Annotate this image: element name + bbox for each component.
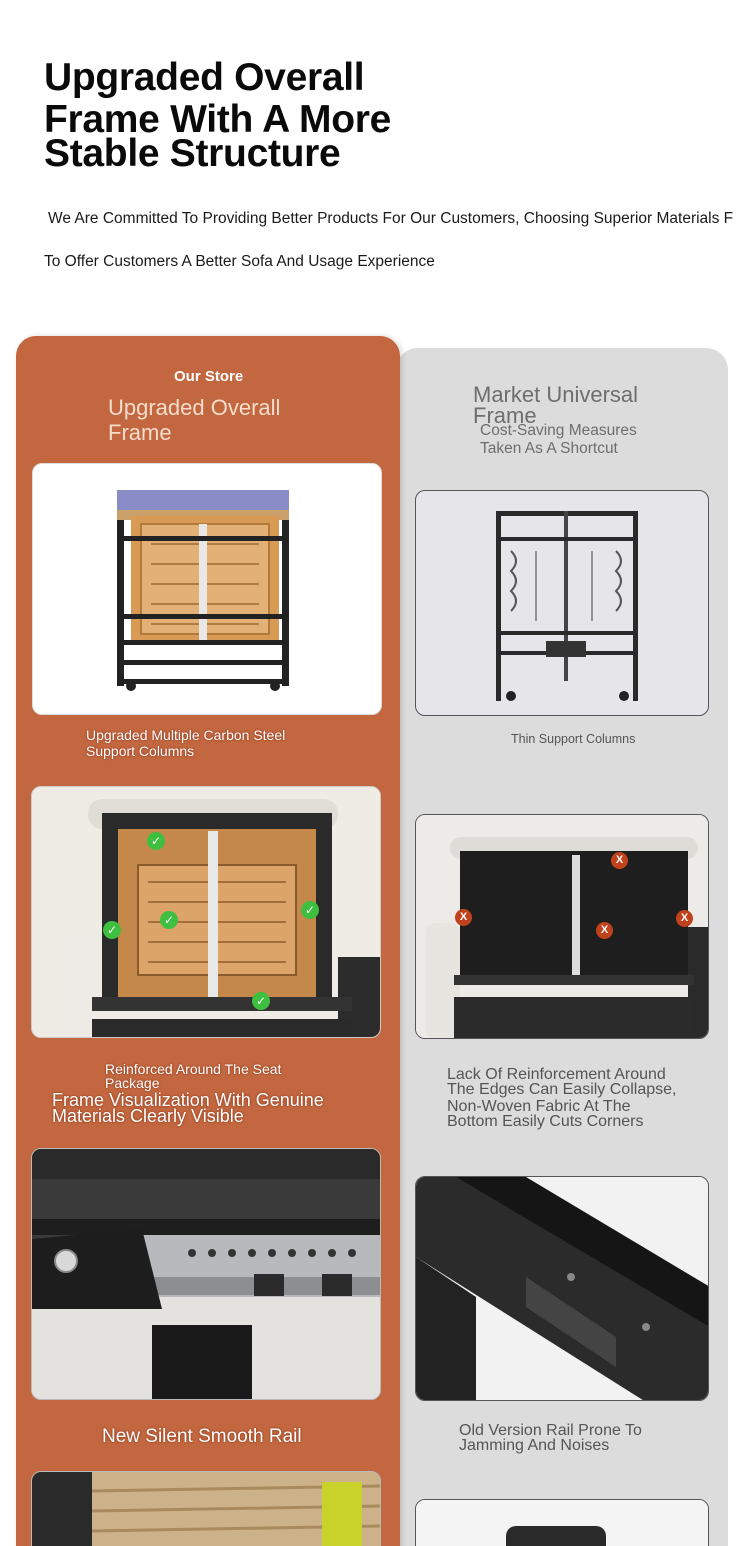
check-icon: ✓: [160, 911, 178, 929]
market-column-subtitle: [480, 422, 680, 458]
caption-line: Upgraded Multiple Carbon Steel: [86, 727, 286, 743]
headline-line: Stable Structure: [44, 132, 341, 175]
subtitle-line: We Are Committed To Providing Better Products For Our Customers, Choosing Superior Materials F: [48, 210, 734, 227]
subtitle-line: Cost-Saving Measures: [480, 422, 637, 439]
store-caption-2b: [52, 1092, 324, 1124]
store-caption-3: New Silent Smooth Rail: [102, 1426, 302, 1447]
subtitle-line: Taken As A Shortcut: [480, 440, 618, 457]
cross-icon: X: [596, 922, 613, 939]
check-icon: ✓: [301, 901, 319, 919]
market-frame-photo: [415, 490, 709, 716]
market-caption-3: [459, 1423, 642, 1453]
caption-line: Materials Clearly Visible: [52, 1106, 244, 1126]
caption-line: Package: [105, 1075, 160, 1091]
store-label: Our Store: [174, 368, 244, 385]
caption-line: Support Columns: [86, 743, 195, 759]
title-line: Frame: [473, 403, 537, 428]
caption-line: Old Version Rail Prone To: [459, 1422, 642, 1439]
title-line: Frame: [108, 420, 172, 445]
store-caption-1: [86, 727, 285, 759]
caption-line: Lack Of Reinforcement Around: [447, 1066, 666, 1083]
caption-line: Reinforced Around The Seat: [105, 1061, 282, 1077]
caption-line: Bottom Easily Cuts Corners: [447, 1113, 644, 1130]
market-bottom-photo: [415, 1499, 709, 1546]
upgraded-frame-photo: [32, 463, 382, 715]
headline-line: Frame With A More: [44, 98, 392, 141]
market-caption-2: [447, 1067, 676, 1129]
check-icon: ✓: [252, 992, 270, 1010]
old-rail-photo: [415, 1176, 709, 1401]
cross-icon: X: [455, 909, 472, 926]
subtitle-line: To Offer Customers A Better Sofa And Usage Experience: [44, 253, 435, 270]
caption-line: Frame Visualization With Genuine: [52, 1090, 324, 1110]
cross-icon: X: [676, 910, 693, 927]
caption-line: The Edges Can Easily Collapse,: [447, 1081, 677, 1098]
page-headline: [44, 58, 484, 173]
store-bottom-photo: [31, 1471, 381, 1546]
store-column-title: [108, 395, 280, 445]
caption-line: Jamming And Noises: [459, 1437, 610, 1454]
title-line: Market Universal: [473, 382, 639, 407]
title-line: Upgraded Overall: [108, 395, 281, 420]
headline-line: Upgraded Overall: [44, 56, 365, 99]
check-icon: ✓: [147, 832, 165, 850]
cross-icon: X: [611, 852, 628, 869]
store-caption-2: [105, 1061, 281, 1091]
check-icon: ✓: [103, 921, 121, 939]
market-column-title: [473, 384, 673, 426]
reinforced-seat-photo: [31, 786, 381, 1038]
silent-rail-photo: [31, 1148, 381, 1400]
unreinforced-seat-photo: [415, 814, 709, 1039]
caption-line: Non-Woven Fabric At The: [447, 1098, 631, 1115]
market-caption-1: Thin Support Columns: [511, 732, 636, 746]
